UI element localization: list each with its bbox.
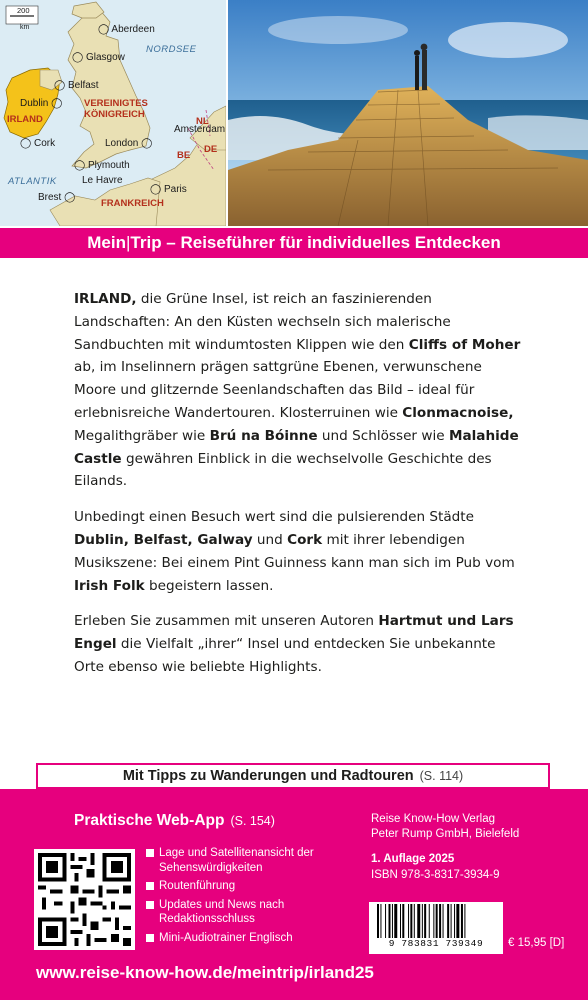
highlight-text: Cork — [287, 531, 323, 548]
barcode-bar — [417, 904, 420, 938]
tagline-text: – Reiseführer für individuelles Entdecken — [161, 233, 501, 252]
barcode-bar — [389, 904, 391, 938]
country-label-be: BE — [177, 150, 191, 161]
brand-mein: Mein — [87, 233, 126, 252]
city-paris: ◯ Paris — [150, 184, 187, 195]
highlight-text: Cliffs of Moher — [408, 336, 521, 353]
barcode-bar — [464, 904, 465, 938]
barcode-bars — [369, 904, 503, 940]
barcode-bar — [433, 904, 434, 938]
scale-unit-label: km — [20, 24, 30, 31]
highlight-text: IRLAND, — [74, 291, 137, 307]
barcode-bar — [422, 904, 423, 938]
city-brest-label: Brest — [38, 192, 62, 203]
feature-item: Lage und Satellitenansicht der Sehenswürdigkeiten — [145, 846, 359, 875]
barcode-bar — [447, 904, 449, 938]
blurb-text: Megalithgräber wie — [74, 427, 210, 444]
city-belfast-label: Belfast — [67, 80, 99, 91]
city-london: London ◯ — [105, 138, 153, 149]
qr-code[interactable] — [34, 849, 135, 950]
city-cork-label: Cork — [33, 138, 56, 149]
city-aberdeen-label: Aberdeen — [111, 24, 155, 35]
barcode-bar — [377, 904, 379, 938]
city-cork: ◯ Cork — [20, 138, 56, 149]
blurb-text: mit ihrer lebendigen Musikszene: Bei einem Pint Guinness kann man sich im Pub vom — [74, 531, 515, 571]
city-glasgow-label: Glasgow — [85, 52, 125, 63]
causeway-photo — [228, 0, 588, 226]
city-plymouth-label: Plymouth — [87, 160, 130, 171]
webapp-heading — [74, 812, 275, 830]
barcode-bar — [408, 904, 409, 938]
highlight-text: Irish Folk — [74, 577, 145, 594]
feature-item: Routenführung — [145, 879, 359, 894]
city-aberdeen: ◯ Aberdeen — [98, 24, 155, 35]
blurb-text: die Vielfalt „ihrer“ Insel und entdecken Sie unbekannte Orte ebenso wie beliebte Highlights. — [74, 636, 496, 675]
highlight-text: Malahide Castle — [74, 427, 519, 467]
country-label-nl: NL — [196, 116, 209, 127]
country-label-france: FRANKREICH — [101, 198, 164, 209]
sea-label-west: ATLANTIK — [8, 176, 57, 187]
barcode-digits: 9 783831 739349 — [388, 938, 484, 949]
blurb-text: und — [252, 531, 288, 548]
barcode-bar — [451, 904, 452, 938]
city-london-label: London — [105, 138, 139, 149]
blurb-paragraph-1 — [74, 288, 524, 493]
edition-info — [371, 851, 500, 883]
cover-photo — [228, 0, 588, 226]
barcode-bar — [392, 904, 393, 938]
blurb-text: und Schlösser wie — [317, 427, 449, 444]
website-url[interactable]: www.reise-know-how.de/meintrip/irland25 — [36, 963, 374, 982]
blurb-paragraph-2 — [74, 506, 524, 597]
city-amsterdam — [174, 124, 225, 135]
blurb-text: Unbedingt einen Besuch wert sind die pulsierenden Städte — [74, 509, 474, 526]
barcode-bar — [410, 904, 412, 938]
blurb-text: die Grüne Insel, ist reich an faszinierenden Landschaften: An den Küsten wechseln sich malerische Sandbuchten mit windumtosten Klippen wie den — [74, 291, 451, 353]
barcode-bar — [461, 904, 463, 938]
blurb-text: gewähren Einblick in die wechselvolle Geschichte des Eilands. — [74, 450, 492, 490]
barcode-bar — [456, 904, 459, 938]
feature-item: Mini-Audiotrainer Englisch — [145, 931, 359, 946]
webapp-title: Praktische Web-App — [74, 812, 225, 829]
city-brest: Brest ◯ — [38, 192, 76, 203]
publisher-info — [371, 812, 519, 842]
blurb-text: ab, im Inselinnern prägen sattgrüne Ebenen, verwunschene Moore und glitzernde Seenlandschaften das Bild – ideal für erlebnisreiche Wandertouren. Klosterruinen wie — [74, 359, 482, 421]
blurb-text: begeistern lassen. — [144, 577, 274, 594]
city-glasgow: ◯ Glasgow — [72, 52, 125, 63]
tips-line — [36, 763, 550, 789]
series-tagline — [0, 228, 588, 258]
tips-page: (S. 114) — [419, 769, 464, 783]
barcode-bar — [429, 904, 430, 938]
sea-label-north: NORDSEE — [146, 44, 197, 55]
city-belfast: ◯ Belfast — [54, 80, 99, 91]
overview-map — [0, 0, 226, 226]
city-le-havre — [82, 175, 123, 186]
barcode-bar — [414, 904, 415, 938]
highlight-text: Clonmacnoise, — [402, 404, 514, 421]
barcode-bar — [394, 904, 397, 938]
feature-item: Updates und News nach Redaktionsschluss — [145, 898, 289, 927]
city-amsterdam-label: Amsterdam — [174, 124, 226, 135]
brand-separator: | — [125, 233, 131, 252]
blurb-text: Erleben Sie zusammen mit unseren Autoren — [74, 613, 379, 630]
barcode-bar — [385, 904, 386, 938]
barcode-bar — [443, 904, 444, 938]
barcode-bar — [424, 904, 426, 938]
barcode-bar — [400, 904, 401, 938]
blurb — [74, 288, 524, 692]
scale-label: 200 — [17, 6, 30, 15]
publisher-company: Peter Rump GmbH, Bielefeld — [371, 828, 520, 840]
price-label: € 15,95 [D] — [508, 937, 565, 949]
country-label-uk: VEREINIGTES KÖNIGREICH — [84, 98, 148, 120]
highlight-text: Hartmut und Lars Engel — [74, 613, 514, 653]
country-label-de: DE — [204, 144, 218, 155]
city-paris-label: Paris — [163, 184, 187, 195]
barcode-bar — [454, 904, 455, 938]
city-plymouth: ◯ Plymouth — [74, 160, 130, 171]
barcode-bar — [439, 904, 441, 938]
blurb-paragraph-3 — [74, 610, 524, 678]
barcode-bar — [436, 904, 438, 938]
city-dublin: Dublin ◯ — [20, 98, 63, 109]
publisher-name: Reise Know-How Verlag — [371, 813, 496, 825]
city-le-havre-label: Le Havre — [82, 175, 123, 186]
city-dublin-label: Dublin — [20, 98, 49, 109]
country-label-ireland: IRLAND — [7, 114, 43, 125]
highlight-text: Brú na Bóinne — [209, 427, 318, 444]
isbn-label: ISBN 978-3-8317-3934-9 — [371, 869, 500, 881]
webapp-feature-list — [145, 846, 359, 949]
webapp-page: (S. 154) — [230, 814, 275, 828]
tips-title: Mit Tipps zu Wanderungen und Radtouren — [122, 768, 414, 784]
brand-trip: Trip — [130, 233, 162, 252]
highlight-text: Dublin, Belfast, Galway — [74, 531, 253, 548]
edition-label: 1. Auflage 2025 — [371, 853, 455, 865]
qr-code-graphic — [34, 849, 135, 950]
barcode-bar — [402, 904, 404, 938]
barcode-bar — [380, 904, 381, 938]
